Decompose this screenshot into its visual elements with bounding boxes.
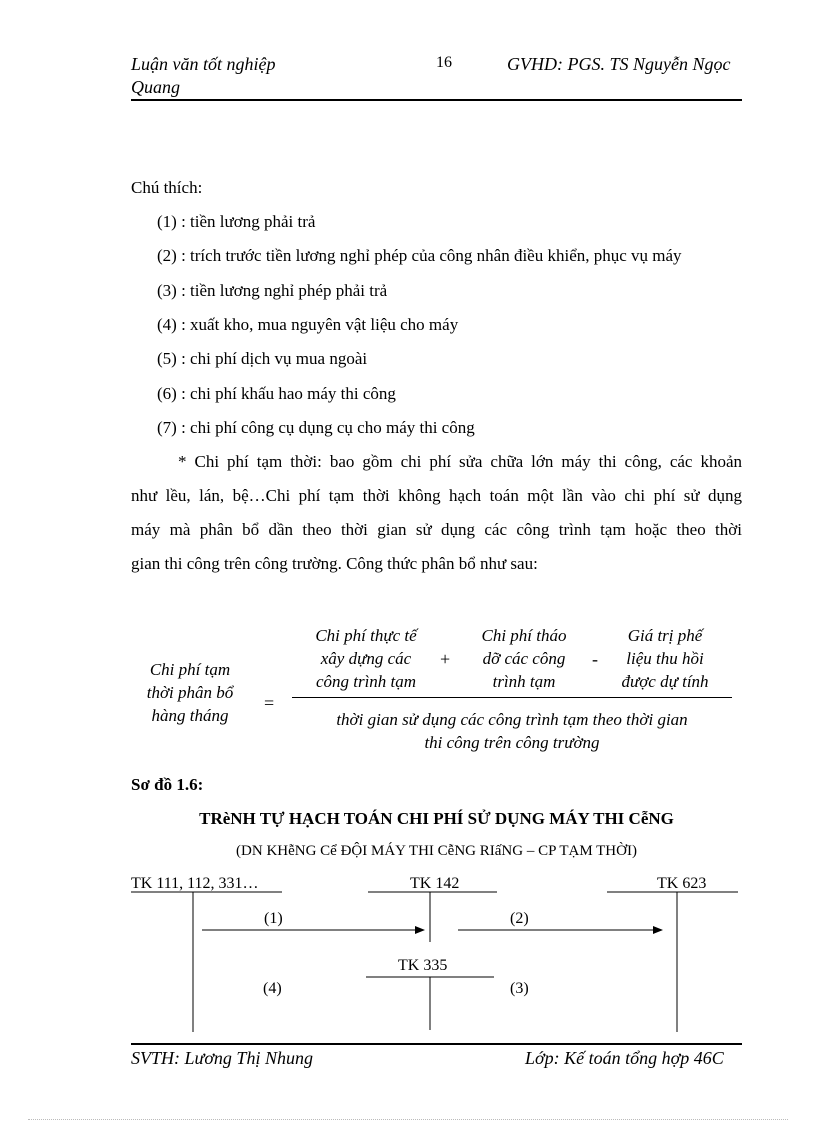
formula-term-dismantle-cost: Chi phí tháo dỡ các công trình tạm [481, 626, 567, 691]
note-item: (6) : chi phí khấu hao máy thi công [157, 384, 396, 403]
account-623-label: TK 623 [657, 875, 707, 892]
account-cash-label: TK 111, 112, 331… [131, 875, 259, 892]
paragraph-line: máy mà phân bổ dần theo thời gian sử dụng các công trình tạm hoặc theo thời [131, 520, 742, 539]
diagram-title: TRèNH TỰ HẠCH TOÁN CHI PHÍ SỬ DỤNG MÁY THI CễNG [199, 809, 674, 828]
note-item: (5) : chi phí dịch vụ mua ngoài [157, 349, 368, 368]
formula-denominator: thời gian sử dụng các công trình tạm theo thời gian thi công trên công trường [336, 710, 688, 752]
footer-rule [131, 1043, 742, 1045]
note-item: (1) : tiền lương phải trả [157, 212, 316, 231]
diagram-label: Sơ đồ 1.6: [131, 775, 204, 794]
paragraph-line: * Chi phí tạm thời: bao gồm chi phí sửa chữa lớn máy thi công, các khoản [178, 452, 742, 471]
formula-plus: + [440, 649, 451, 669]
note-item: (2) : trích trước tiền lương nghỉ phép của công nhân điều khiển, phục vụ máy [157, 246, 682, 265]
account-335-label: TK 335 [398, 957, 448, 974]
footer-class: Lớp: Kế toán tổng hợp 46C [525, 1048, 724, 1068]
formula-lhs: Chi phí tạm thời phân bổ hàng tháng [146, 660, 234, 725]
formula-equals: = [264, 693, 275, 713]
header-advisor: GVHD: PGS. TS Nguyễn Ngọc [507, 54, 731, 74]
diagram-subtitle: (DN KHễNG Cể ĐỘI MÁY THI CễNG RIấNG – CP TẠM THỜI) [236, 843, 637, 859]
account-142-label: TK 142 [410, 875, 460, 892]
page-edge [28, 1119, 788, 1120]
formula-term-actual-cost: Chi phí thực tế xây dựng các công trình tạm [315, 626, 417, 691]
footer-student: SVTH: Lương Thị Nhung [131, 1048, 313, 1068]
note-item: (4) : xuất kho, mua nguyên vật liệu cho máy [157, 315, 459, 334]
formula-minus: - [592, 649, 598, 669]
note-item: (7) : chi phí công cụ dụng cụ cho máy thi công [157, 418, 475, 437]
notes-heading: Chú thích: [131, 178, 203, 197]
page-number: 16 [436, 54, 452, 71]
header-thesis-label: Luận văn tốt nghiệp [131, 54, 276, 74]
header-thesis-label-wrap: Quang [131, 77, 180, 97]
flow-label: (1) [264, 910, 283, 927]
flow-label: (2) [510, 910, 529, 927]
formula-term-salvage-value: Giá trị phế liệu thu hồi được dự tính [621, 626, 709, 691]
paragraph-line: gian thi công trên công trường. Công thức phân bổ như sau: [131, 554, 538, 573]
flow-label: (4) [263, 980, 282, 997]
note-item: (3) : tiền lương nghỉ phép phải trả [157, 281, 388, 300]
paragraph-line: như lều, lán, bệ…Chi phí tạm thời không hạch toán một lần vào chi phí sử dụng [131, 486, 742, 505]
flow-label: (3) [510, 980, 529, 997]
